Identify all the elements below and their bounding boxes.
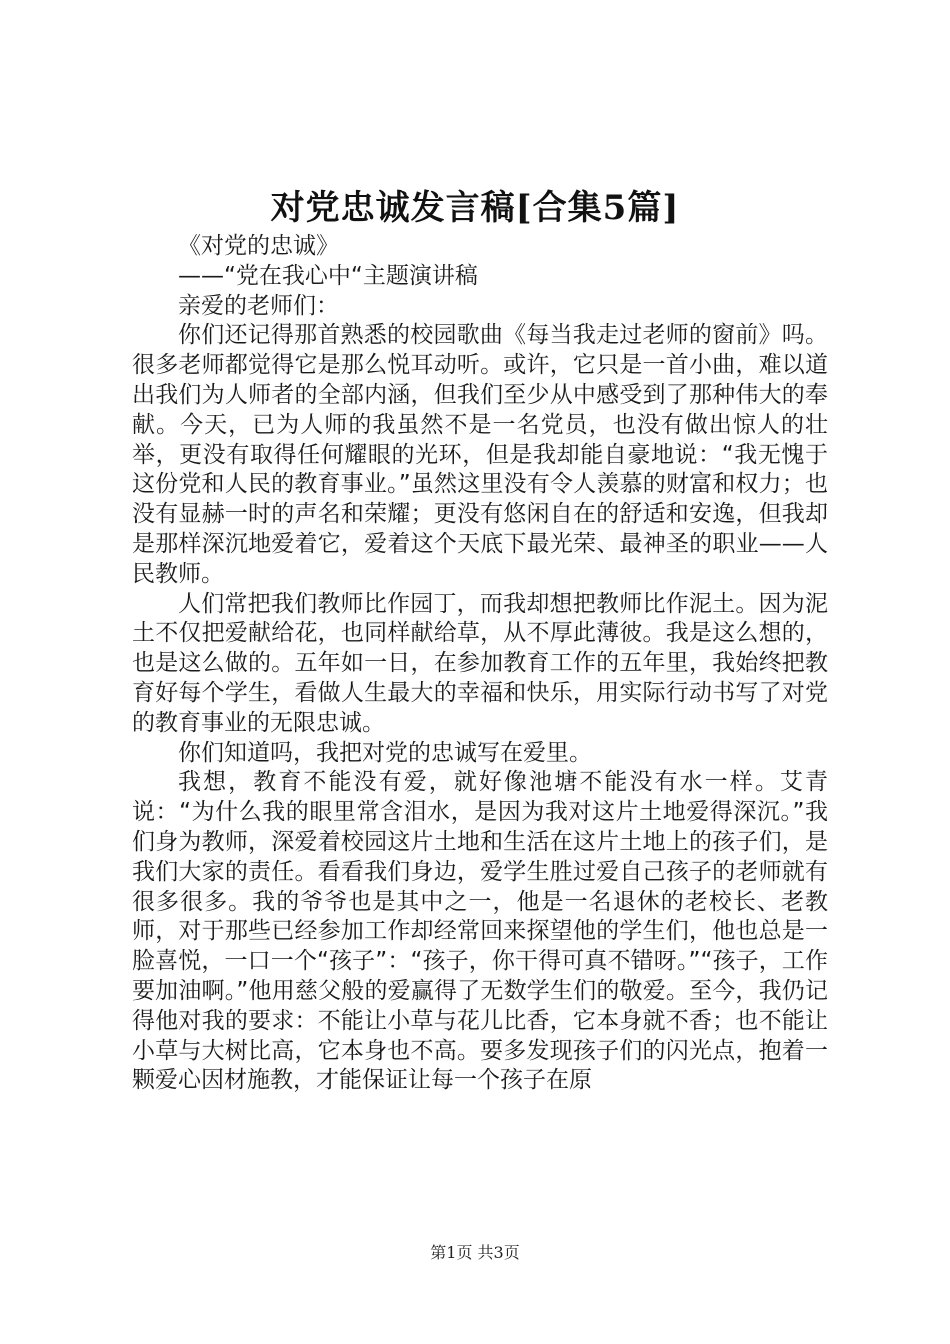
speech-subheading: ——“党在我心中“主题演讲稿 xyxy=(178,262,478,289)
paragraph: 我想，教育不能没有爱，就好像池塘不能没有水一样。艾青说：“为什么我的眼里常含泪水，是因为我对这片土地爱得深沉。”我们身为教师，深爱着校园这片土地和生活在这片土地上的孩子们，是我们大家的责任。看看我们身边，爱学生胜过爱自己孩子的老师就有很多很多。我的爷爷也是其中之一，他是一名退休的老校长、老教师，对于那些已经参加工作却经常回来探望他的学生们，他也总是一脸喜悦，一口一个“孩子”：“孩子，你干得可真不错呀。”“孩子，工作要加油啊。”他用慈父般的爱赢得了无数学生们的敬爱。至今，我仍记得他对我的要求：不能让小草与花儿比香，它本身就不香；也不能让小草与大树比高，它本身也不高。要多发现孩子们的闪光点，抱着一颗爱心因材施教，才能保证让每一个孩子在原 xyxy=(132,769,828,1094)
document-body xyxy=(132,232,828,1096)
paragraph: 你们知道吗，我把对党的忠诚写在爱里。 xyxy=(178,739,592,766)
document-title: 对党忠诚发言稿[合集5篇] xyxy=(270,188,680,228)
paragraph: 人们常把我们教师比作园丁，而我却想把教师比作泥土。因为泥土不仅把爱献给花，也同样献给草，从不厚此薄彼。我是这么想的，也是这么做的。五年如一日，在参加教育工作的五年里，我始终把教育好每个学生，看做人生最大的幸福和快乐，用实际行动书写了对党的教育事业的无限忠诚。 xyxy=(132,590,828,736)
salutation: 亲爱的老师们： xyxy=(178,292,339,319)
page-number-footer: 第1页 共3页 xyxy=(430,1243,520,1262)
paragraph: 你们还记得那首熟悉的校园歌曲《每当我走过老师的窗前》吗。很多老师都觉得它是那么悦耳动听。或许，它只是一首小曲，难以道出我们为人师者的全部内涵，但我们至少从中感受到了那种伟大的奉献。今天，已为人师的我虽然不是一名党员，也没有做出惊人的壮举，更没有取得任何耀眼的光环，但是我却能自豪地说：“我无愧于这份党和人民的教育事业。”虽然这里没有令人羡慕的财富和权力；也没有显赫一时的声名和荣耀；更没有悠闲自在的舒适和安逸，但我却是那样深沉地爱着它，爱着这个天底下最光荣、最神圣的职业——人民教师。 xyxy=(132,322,828,587)
speech-heading: 《对党的忠诚》 xyxy=(178,233,339,259)
